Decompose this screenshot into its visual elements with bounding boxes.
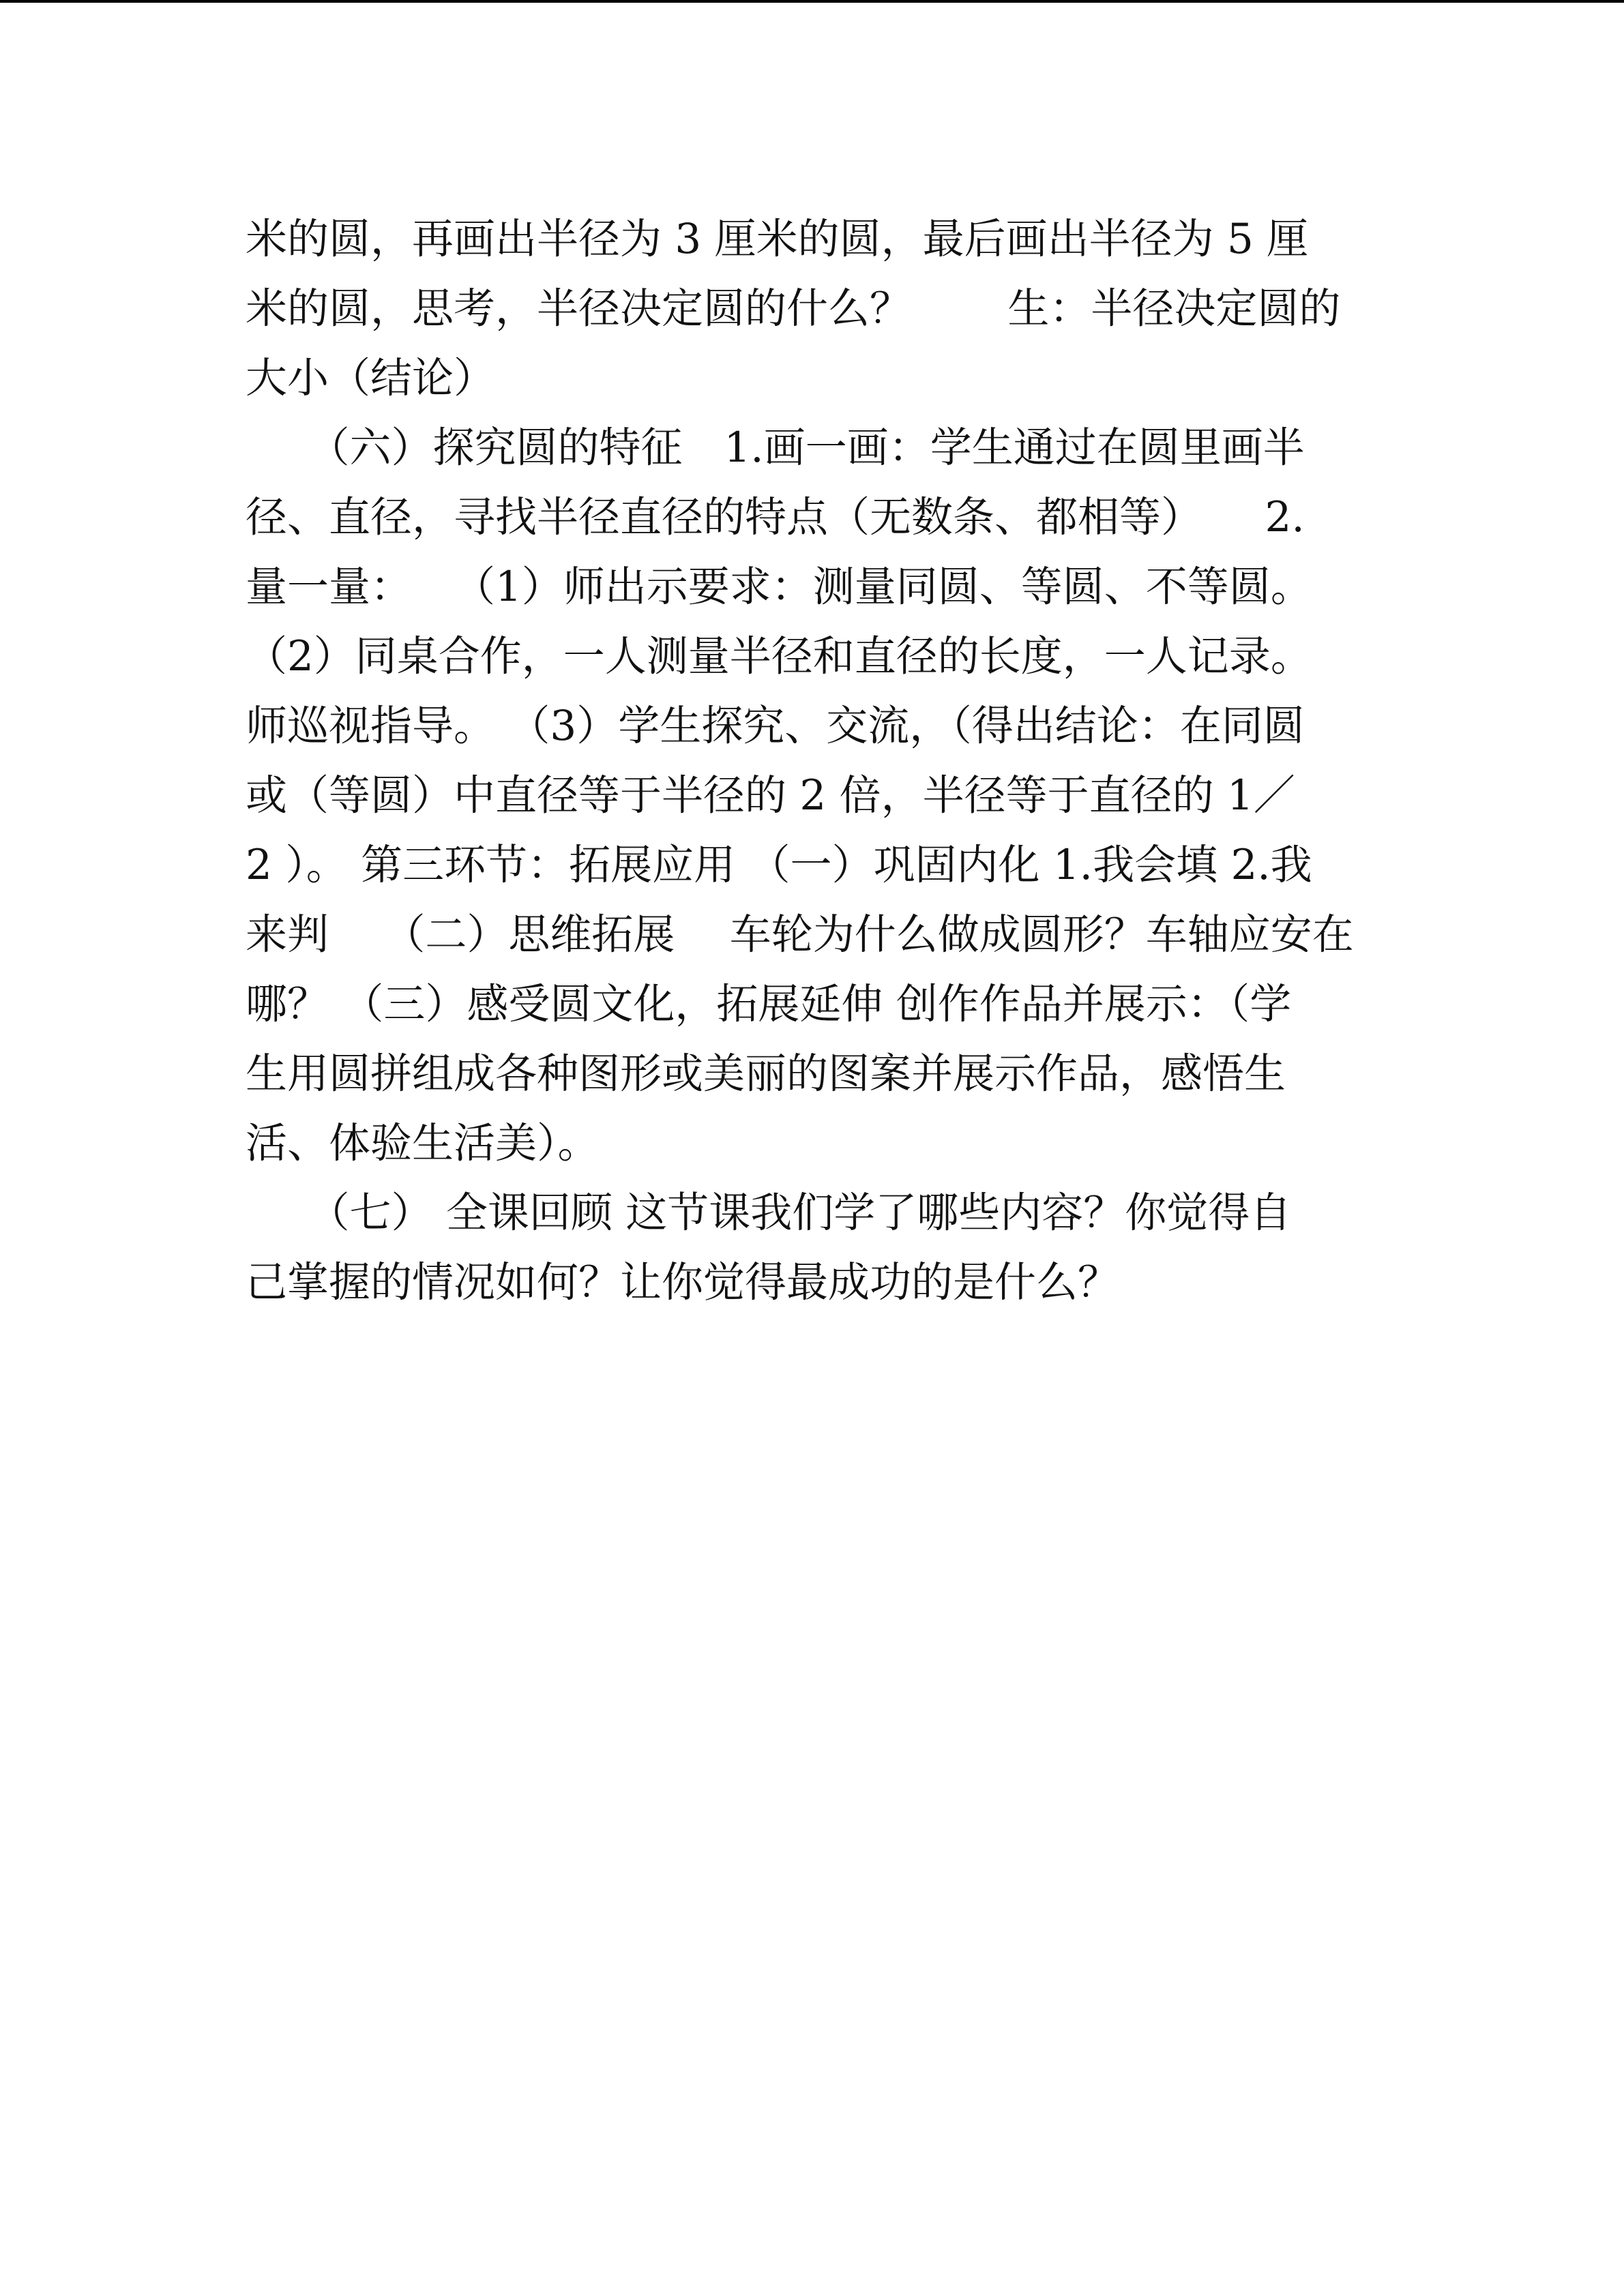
text-line: （七） 全课回顾 这节课我们学了哪些内容？你觉得自 (246, 1189, 1292, 1237)
text-line: 2 ）。 第三环节：拓展应用 （一）巩固内化 1.我会填 2.我 (246, 841, 1312, 889)
top-border-line (0, 0, 1624, 3)
text-line: 大小（结论） (246, 354, 496, 402)
text-line: 径、直径，寻找半径直径的特点（无数条、都相等） 2. (246, 493, 1305, 541)
text-line: 或（等圆）中直径等于半径的 2 倍，半径等于直径的 1／ (246, 771, 1295, 820)
text-line: 米的圆，思考，半径决定圆的什么？ 生：半径决定圆的 (246, 284, 1341, 333)
text-line: 米的圆，再画出半径为 3 厘米的圆，最后画出半径为 5 厘 (246, 215, 1309, 263)
text-line: 哪？ （三）感受圆文化，拓展延伸 创作作品并展示：（学 (246, 980, 1292, 1028)
text-line: 量一量： （1）师出示要求：测量同圆、等圆、不等圆。 (246, 563, 1312, 611)
text-line: 来判 （二）思维拓展 车轮为什么做成圆形？车轴应安在 (246, 910, 1354, 959)
text-line: 活、体验生活美）。 (246, 1119, 600, 1167)
text-line: （六）探究圆的特征 1.画一画：学生通过在圆里画半 (246, 423, 1305, 472)
text-line: 生用圆拼组成各种图形或美丽的图案并展示作品，感悟生 (246, 1049, 1286, 1098)
body-text (246, 205, 1391, 1317)
text-line: （2）同桌合作，一人测量半径和直径的长度，一人记录。 (246, 632, 1312, 681)
text-line: 己掌握的情况如何？让你觉得最成功的是什么？ (246, 1258, 1120, 1307)
text-line: 师巡视指导。 （3）学生探究、交流，（得出结论：在同圆 (246, 702, 1305, 750)
